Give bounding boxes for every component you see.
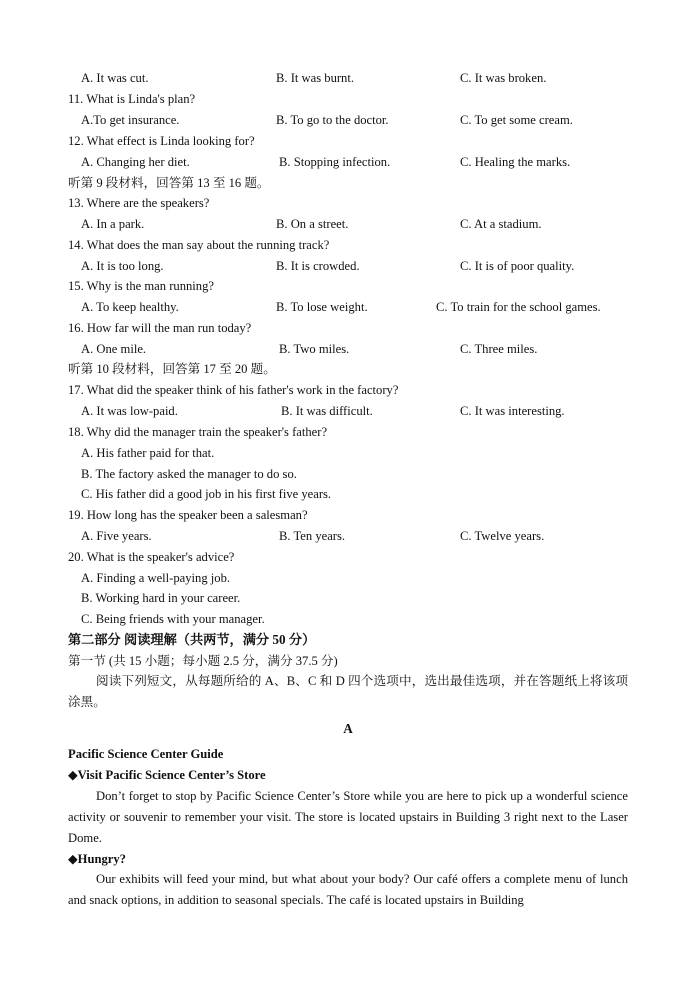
q11-option-c: C. To get some cream. xyxy=(460,113,573,127)
hungry-paragraph-text: Our exhibits will feed your mind, but what about your body? Our café offers a complete menu of lunch and snack options, in addition to seasonal specials. The café is located upstairs in Building xyxy=(68,872,628,907)
q17-option-c: C. It was interesting. xyxy=(460,404,565,418)
q16-option-b: B. Two miles. xyxy=(279,342,350,356)
q17-stem: 17. What did the speaker think of his father's work in the factory? xyxy=(68,383,399,397)
q15-stem: 15. Why is the man running? xyxy=(68,279,214,293)
q15-option-c: C. To train for the school games. xyxy=(436,300,601,314)
section-1-heading: 第一节 (共 15 小题；每小题 2.5 分，满分 37.5 分) xyxy=(68,654,338,668)
q19-option-b: B. Ten years. xyxy=(279,529,346,543)
q15-option-b: B. To lose weight. xyxy=(276,300,368,314)
q20-option-a: A. Finding a well-paying job. xyxy=(81,571,231,585)
store-heading: ◆Visit Pacific Science Center’s Store xyxy=(68,768,266,782)
q16-option-c: C. Three miles. xyxy=(460,342,538,356)
store-paragraph xyxy=(68,786,628,849)
q17-option-b: B. It was difficult. xyxy=(281,404,373,418)
q19-option-c: C. Twelve years. xyxy=(460,529,545,543)
q20-stem: 20. What is the speaker's advice? xyxy=(68,550,235,564)
hungry-paragraph xyxy=(68,869,628,911)
q16-stem: 16. How far will the man run today? xyxy=(68,321,252,335)
q12-stem: 12. What effect is Linda looking for? xyxy=(68,134,255,148)
section-9-instruction: 听第 9 段材料，回答第 13 至 16 题。 xyxy=(68,176,270,190)
q16-option-a: A. One mile. xyxy=(81,342,147,356)
q18-stem: 18. Why did the manager train the speaker's father? xyxy=(68,425,328,439)
q12-option-c: C. Healing the marks. xyxy=(460,155,571,169)
section-10-instruction: 听第 10 段材料，回答第 17 至 20 题。 xyxy=(68,362,276,376)
q13-option-b: B. On a street. xyxy=(276,217,349,231)
q10-option-c: C. It was broken. xyxy=(460,71,547,85)
q10-option-a: A. It was cut. xyxy=(81,71,149,85)
q18-option-c: C. His father did a good job in his first five years. xyxy=(81,487,332,501)
q19-option-a: A. Five years. xyxy=(81,529,152,543)
store-paragraph-text: Don’t forget to stop by Pacific Science Center’s Store while you are here to pick up a wonderful science activity or souvenir to remember your visit. The store is located upstairs in Building 3 right next to the Laser Dome. xyxy=(68,789,628,845)
hungry-heading: ◆Hungry? xyxy=(68,852,126,866)
q18-option-b: B. The factory asked the manager to do so. xyxy=(81,467,297,481)
q14-option-c: C. It is of poor quality. xyxy=(460,259,575,273)
q13-option-c: C. At a stadium. xyxy=(460,217,542,231)
q13-stem: 13. Where are the speakers? xyxy=(68,196,210,210)
q19-stem: 19. How long has the speaker been a salesman? xyxy=(68,508,308,522)
q17-option-a: A. It was low-paid. xyxy=(81,404,178,418)
q20-option-c: C. Being friends with your manager. xyxy=(81,612,265,626)
part-2-heading: 第二部分 阅读理解（共两节，满分 50 分） xyxy=(68,632,316,647)
reading-instruction-text: 阅读下列短文，从每题所给的 A、B、C 和 D 四个选项中，选出最佳选项，并在答题纸上将该项涂黑。 xyxy=(68,674,628,709)
q20-option-b: B. Working hard in your career. xyxy=(81,591,241,605)
q12-option-a: A. Changing her diet. xyxy=(81,155,190,169)
q14-stem: 14. What does the man say about the running track? xyxy=(68,238,330,252)
passage-title: Pacific Science Center Guide xyxy=(68,747,224,761)
q15-option-a: A. To keep healthy. xyxy=(81,300,179,314)
q18-option-a: A. His father paid for that. xyxy=(81,446,215,460)
passage-letter: A xyxy=(343,721,353,736)
q14-option-a: A. It is too long. xyxy=(81,259,164,273)
q11-option-a: A.To get insurance. xyxy=(81,113,180,127)
q14-option-b: B. It is crowded. xyxy=(276,259,360,273)
q10-option-b: B. It was burnt. xyxy=(276,71,355,85)
q11-stem: 11. What is Linda's plan? xyxy=(68,92,196,106)
q11-option-b: B. To go to the doctor. xyxy=(276,113,389,127)
reading-instruction xyxy=(68,671,628,713)
q12-option-b: B. Stopping infection. xyxy=(279,155,391,169)
q13-option-a: A. In a park. xyxy=(81,217,145,231)
